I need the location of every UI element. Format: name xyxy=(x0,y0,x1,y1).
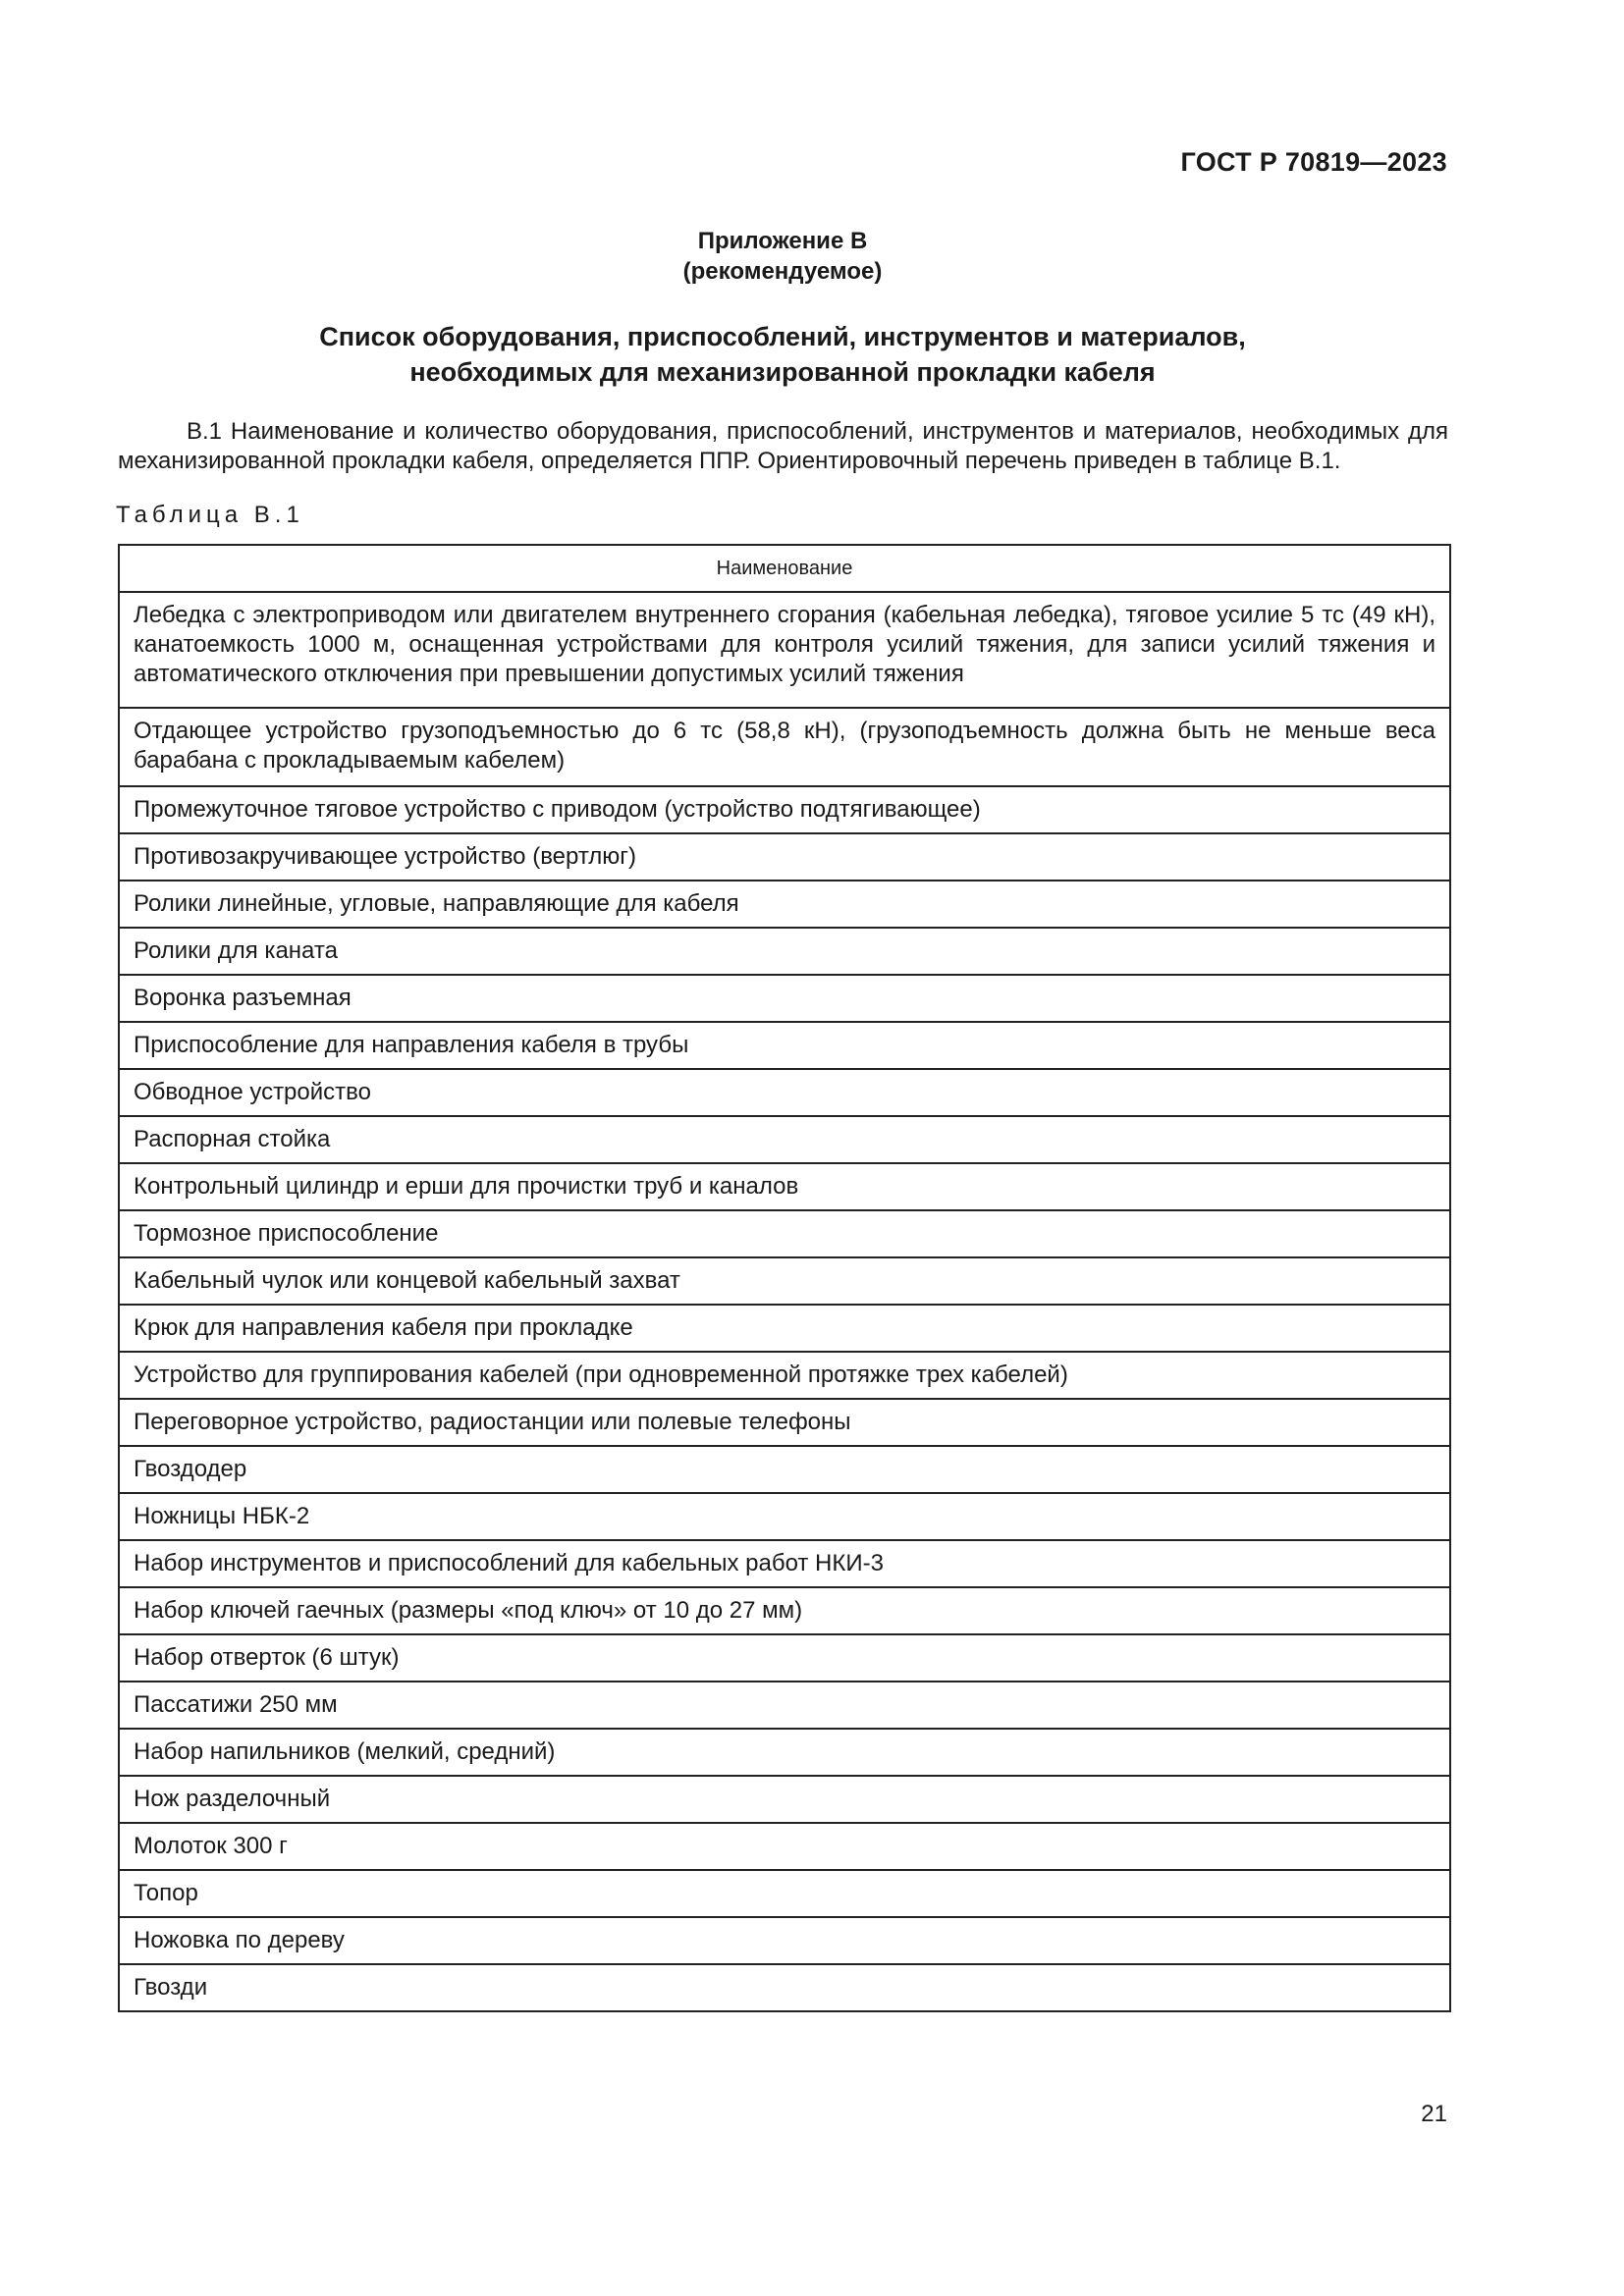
table-row: Ножовка по дереву xyxy=(120,1916,1449,1963)
table-row: Крюк для направления кабеля при прокладке xyxy=(120,1304,1449,1351)
table-row: Распорная стойка xyxy=(120,1115,1449,1162)
table-row: Гвоздодер xyxy=(120,1445,1449,1492)
table-row: Кабельный чулок или концевой кабельный захват xyxy=(120,1256,1449,1304)
appendix-heading xyxy=(0,226,1565,287)
table-row: Приспособление для направления кабеля в трубы xyxy=(120,1021,1449,1068)
table-row: Пассатижи 250 мм xyxy=(120,1681,1449,1728)
table-row: Отдающее устройство грузоподъемностью до 6 тс (58,8 кН), (грузоподъемность должна быть не меньше веса барабана с прокладываемым кабелем) xyxy=(120,707,1449,785)
table-row: Топор xyxy=(120,1869,1449,1916)
table-row: Набор напильников (мелкий, средний) xyxy=(120,1728,1449,1775)
table-row: Контрольный цилиндр и ерши для прочистки труб и каналов xyxy=(120,1162,1449,1209)
table-row: Ножницы НБК-2 xyxy=(120,1492,1449,1539)
table-row: Тормозное приспособление xyxy=(120,1209,1449,1256)
table-row: Переговорное устройство, радиостанции или полевые телефоны xyxy=(120,1398,1449,1445)
table-row: Обводное устройство xyxy=(120,1068,1449,1115)
table-row: Ролики для каната xyxy=(120,927,1449,974)
table-row: Воронка разъемная xyxy=(120,974,1449,1021)
table-row: Промежуточное тяговое устройство с приводом (устройство подтягивающее) xyxy=(120,785,1449,832)
appendix-title-line1: Список оборудования, приспособлений, инструментов и материалов, xyxy=(319,322,1246,351)
equipment-table xyxy=(118,544,1451,2012)
table-row: Гвозди xyxy=(120,1963,1449,2010)
table-row: Ролики линейные, угловые, направляющие для кабеля xyxy=(120,880,1449,927)
page-number: 21 xyxy=(1421,2101,1447,2127)
document-code: ГОСТ Р 70819—2023 xyxy=(1180,147,1447,177)
table-row: Набор отверток (6 штук) xyxy=(120,1633,1449,1681)
table-row: Набор инструментов и приспособлений для кабельных работ НКИ-3 xyxy=(120,1539,1449,1586)
table-row: Молоток 300 г xyxy=(120,1822,1449,1869)
intro-paragraph: В.1 Наименование и количество оборудования, приспособлений, инструментов и материалов, необходимых для механизированной прокладки кабеля, определяется ППР. Ориентировочный перечень приведен в таблице В.1. xyxy=(118,418,1448,474)
appendix-label: Приложение В xyxy=(697,228,868,254)
table-header: Наименование xyxy=(716,558,853,579)
table-row: Набор ключей гаечных (размеры «под ключ» от 10 до 27 мм) xyxy=(120,1586,1449,1633)
appendix-title xyxy=(0,319,1565,390)
table-row: Противозакручивающее устройство (вертлюг) xyxy=(120,832,1449,880)
appendix-title-line2: необходимых для механизированной прокладки кабеля xyxy=(409,357,1156,387)
appendix-status: (рекомендуемое) xyxy=(682,258,883,285)
table-row: Лебедка с электроприводом или двигателем внутреннего сгорания (кабельная лебедка), тяговое усилие 5 тс (49 кН), канатоемкость 1000 м, оснащенная устройствами для контроля усилий тяжения, для записи усилий тяжения и автоматического отключения при превышении допустимых усилий тяжения xyxy=(120,591,1449,707)
table-caption: Таблица В.1 xyxy=(116,502,304,528)
table-row: Устройство для группирования кабелей (при одновременной протяжке трех кабелей) xyxy=(120,1351,1449,1398)
table-row: Нож разделочный xyxy=(120,1775,1449,1822)
